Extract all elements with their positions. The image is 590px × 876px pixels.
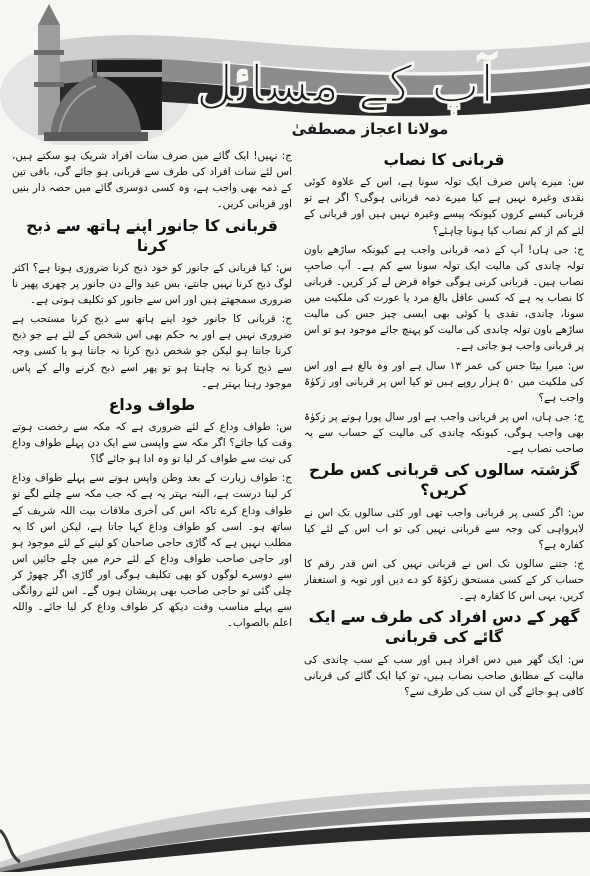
article-body <box>12 148 584 783</box>
question-paragraph: س: طواف وداع کے لئے ضروری ہے کہ مکہ سے رخصت ہوتے وقت کیا جائے؟ اگر مکہ سے واپسی سے ایک دن پہلے طواف وداع کی نیت سے طواف کر لیا تو وہ ادا ہو جائے گا؟ <box>12 420 292 466</box>
header-artwork <box>0 0 590 145</box>
page-title: آپ کے مسائل <box>195 54 495 115</box>
author-name: مولانا اعجاز مصطفیٰ <box>291 120 449 138</box>
heading-past-years: گزشتہ سالوں کی قربانی کس طرح کریں؟ <box>308 461 580 500</box>
answer-paragraph: ج: نہیں! ایک گائے میں صرف سات افراد شریک ہو سکتے ہیں، اس لئے سات افراد کی طرف سے قربانی ہو جائے گی، باقی تین کے ذمہ بھی واجب ہے، وہ کسی دوسری گائے میں حصہ دار بنیں اور قربانی کریں۔ <box>12 150 292 211</box>
footer-ribbons <box>0 770 590 872</box>
question-paragraph: س: کیا قربانی کے جانور کو خود ذبح کرنا ضروری ہوتا ہے؟ اکثر لوگ ذبح کرنا نہیں جانتے، بس عید والے دن جانور پر چھری پھیر نا ضروری سمجھتے ہیں اور اس سے جانور کو تکلیف ہوتی ہے۔ <box>12 261 292 307</box>
left-column <box>12 148 292 783</box>
heading-self-slaughter: قربانی کا جانور اپنے ہاتھ سے ذبح کرنا <box>26 216 278 255</box>
answer-paragraph: ج: طواف زیارت کے بعد وطن واپس ہونے سے پہلے طواف وداع کر لینا درست ہے، البتہ بہتر یہ ہے کہ جب مکہ سے چلنے لگے تو طواف وداع کرے تاکہ اس کی آخری ملاقات بیت اللہ شریف کے ساتھ ہو۔ اسی کو طواف وداع کہا جاتا ہے، لیکن اس کا یہ مطلب نہیں ہے کہ گاڑی حاجی صاحبان کو لینے کے لئے موجود ہو اور حاجی صاحب طواف وداع کے لئے حرم میں چلے جائیں اس سے دوسرے لوگوں کو بھی تکلیف ہوگی اور گاڑی اگر چھوڑ کر چلی گئی تو حاجی صاحب بھی پریشان ہوں گے۔ اس لئے روانگی سے پہلے مناسب وقت دیکھ کر طواف وداع کر لیا جائے۔ واللہ اعلم بالصواب۔ <box>12 472 292 630</box>
question-paragraph: س: ایک گھر میں دس افراد ہیں اور سب کے سب چاندی کی مالیت کے مطابق صاحب نصاب ہیں، تو کیا ایک گائے کی قربانی کافی ہو جائے گی ان سب کی طرف سے؟ <box>304 653 584 698</box>
question-paragraph: س: میرے پاس صرف ایک تولہ سونا ہے، اس کے علاوہ کوئی نقدی وغیرہ نہیں ہے کیا میرے ذمہ قربانی ہوگی؟ اگر ہے تو قربانی کیسے کروں کیونکہ پیسے وغیرہ نہیں ہیں اور قربانی کے لئے کم از کم نصاب کیا ہونا چاہئے؟ <box>304 176 584 237</box>
heading-tawaf-wida: طواف وداع <box>108 395 196 414</box>
heading-qurbani-nisab: قربانی کا نصاب <box>383 151 505 169</box>
answer-paragraph: ج: جی ہاں! آپ کے ذمہ قربانی واجب ہے کیونکہ ساڑھے باون تولہ چاندی کی مالیت ایک تولہ سونا سے کم ہے۔ آپ صاحبِ نصاب ہیں۔ قربانی کرنی ہوگی خواہ قرض لے کر کریں۔ قربانی کا نصاب یہ ہے کہ کسی عاقل بالغ مرد یا عورت کی ملکیت میں سونا، چاندی، نقدی یا کوئی بھی ایسی چیز جس کی مالیت ساڑھے باون تولہ چاندی کی مالیت کو پہنچ جائے موجود ہو تو اس پر قربانی واجب ہو جاتی ہے۔ <box>304 243 584 353</box>
page-footer <box>0 770 590 872</box>
question-paragraph: س: میرا بیٹا جس کی عمر ۱۳ سال ہے اور وہ بالغ ہے اور اس کی ملکیت میں ۵۰ ہزار روپے ہیں تو کیا اس پر قربانی اور زکوٰۃ واجب ہے؟ <box>304 359 584 404</box>
heading-ten-persons: گھر کے دس افراد کی طرف سے ایک گائے کی قربانی <box>308 608 580 647</box>
kaaba-band <box>92 72 162 77</box>
question-paragraph: س: اگر کسی پر قربانی واجب تھی اور کئی سالوں تک اس نے لاپرواہی کی وجہ سے قربانی نہیں کی تو اب اس کے لئے کیا کفارہ ہے؟ <box>304 506 584 551</box>
right-column <box>304 148 584 783</box>
answer-paragraph: ج: جتنے سالوں تک اس نے قربانی نہیں کی اس قدر رقم کا حساب کر کے کسی مستحق زکوٰۃ کو دے دیں اور توبہ و استغفار کریں، یہی اس کا کفارہ ہے۔ <box>304 557 584 603</box>
page-header <box>0 0 590 145</box>
answer-paragraph: ج: جی ہاں، اس پر قربانی واجب ہے اور سال پورا ہونے پر زکوٰۃ بھی واجب ہوگی، کیونکہ چاندی کی مالیت کے حساب سے یہ صاحب نصاب ہے۔ <box>304 410 584 456</box>
answer-paragraph: ج: قربانی کا جانور خود اپنے ہاتھ سے ذبح کرنا مستحب ہے ضروری نہیں ہے اور یہ حکم بھی اس شخص کے لئے ہے جو ذبح کرنا جانتا ہو لیکن جو شخص ذبح کرنا نہ جانتا ہو یا کسی وجہ سے ذبح کرنا نہ چاہتا ہو تو پھر اسے ذبح کرنے والے کے پاس موجود رہنا بہتر ہے۔ <box>12 313 292 390</box>
